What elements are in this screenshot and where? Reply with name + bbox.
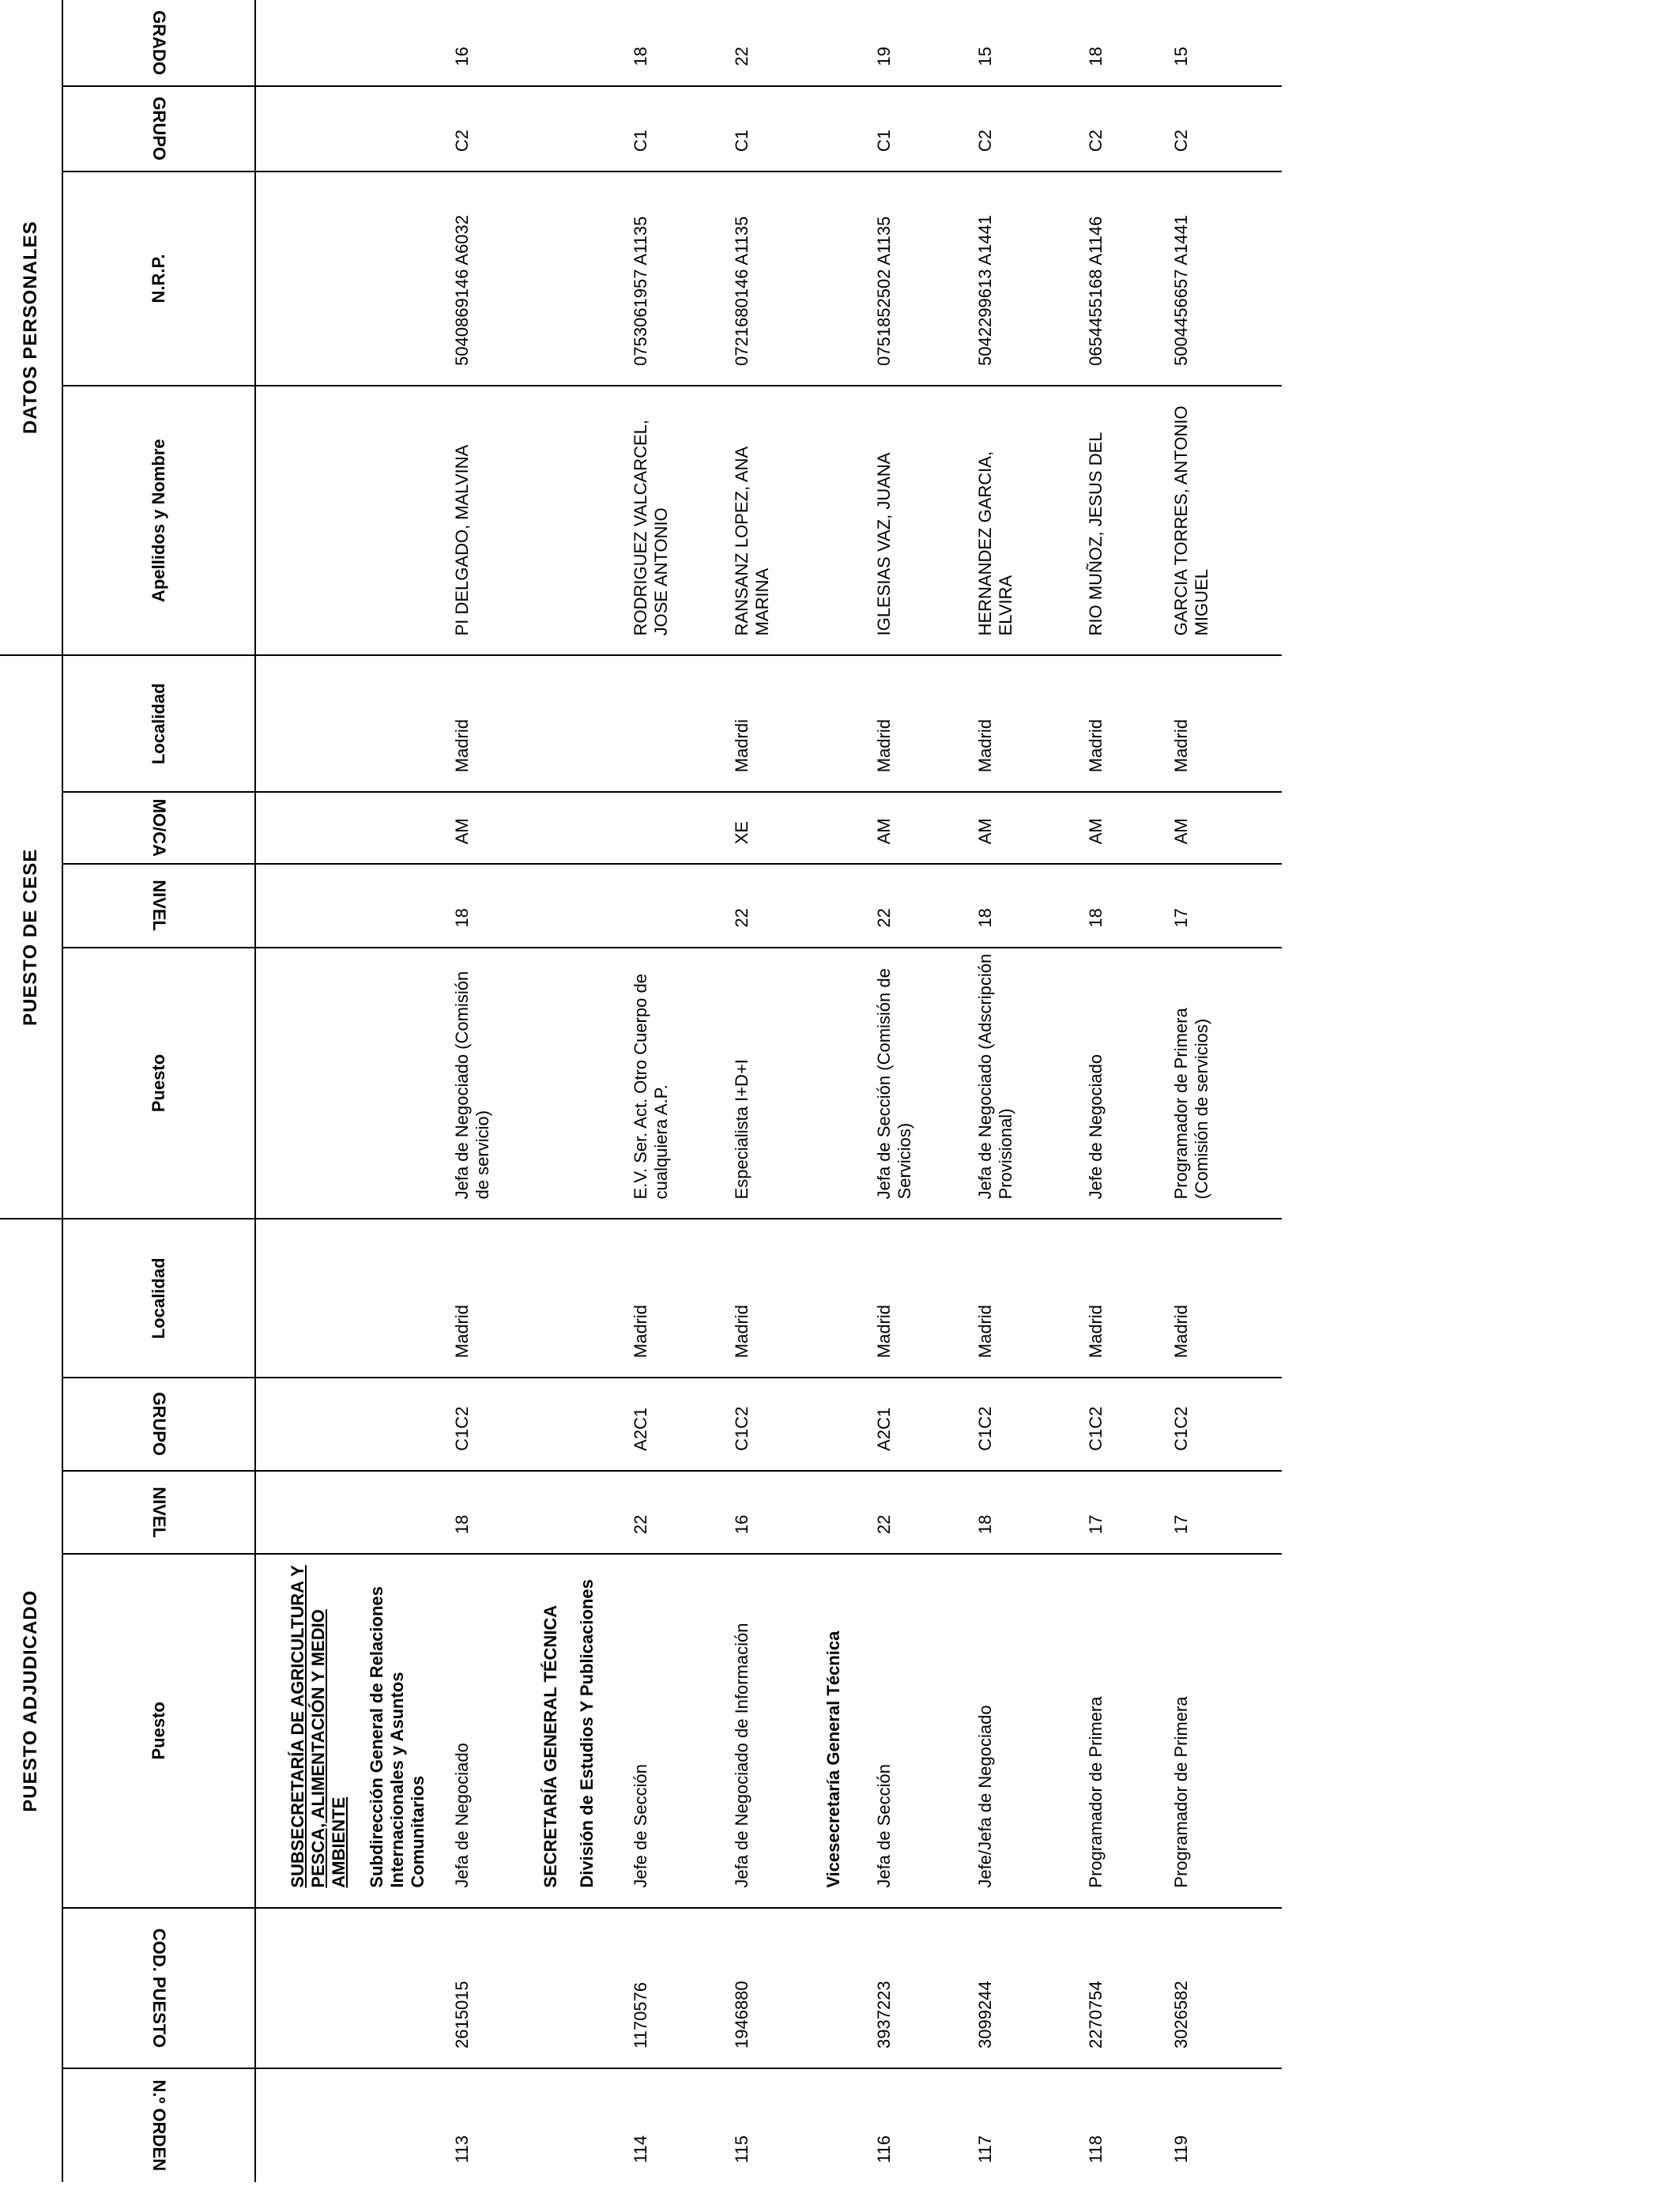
row-117-localidad: Madrid xyxy=(975,1219,1086,1378)
row-118-cese-nivel: 18 xyxy=(1086,864,1171,947)
row-116-orden: 116 xyxy=(866,2068,975,2182)
row-119-grado: 15 xyxy=(1171,47,1191,66)
row-119-localidad: Madrid xyxy=(1171,1219,1234,1378)
row-119-orden: 119 xyxy=(1171,2068,1234,2182)
row-114-grado: 18 xyxy=(631,47,650,66)
row-116-grupo2: C1 xyxy=(866,86,975,172)
row-118-cese-localidad: Madrid xyxy=(1086,655,1171,792)
row-117-grupo: C1C2 xyxy=(975,1378,1086,1471)
row-119-cese-puesto: Programador de Primera (Comisión de servicios) xyxy=(1171,948,1234,1220)
row-113-localidad: Madrid xyxy=(428,1219,525,1378)
header-cese-puesto: Puesto xyxy=(62,948,255,1220)
row-118-cese-puesto: Jefe de Negociado xyxy=(1086,948,1171,1220)
row-118-grupo: C1C2 xyxy=(1086,1378,1171,1471)
header-cese-nivel: NIVEL xyxy=(62,864,255,947)
row-119-cod: 3026582 xyxy=(1171,1908,1234,2068)
row-113-cese-puesto: Jefa de Negociado (Comisión de servicio) xyxy=(428,948,525,1220)
row-113-grupo2: C2 xyxy=(428,86,525,172)
row-113-orden: 113 xyxy=(428,2068,525,2182)
row-116-grupo: A2C1 xyxy=(866,1378,975,1471)
row-118-cod: 2270754 xyxy=(1086,1908,1171,2068)
section-subdireccion: Subdirección General de Relaciones Internacionales y Asuntos Comunitarios xyxy=(349,1554,428,1907)
header-nivel: NIVEL xyxy=(62,1471,255,1554)
row-119-nivel: 17 xyxy=(1171,1471,1234,1554)
row-114-puesto: Jefe de Sección xyxy=(610,1554,732,1907)
row-114-cese-localidad xyxy=(610,655,732,792)
header-grupo2: GRUPO xyxy=(62,86,255,172)
row-115-nivel: 16 xyxy=(732,1471,819,1554)
row-117-nivel: 18 xyxy=(975,1471,1086,1554)
row-115-localidad: Madrid xyxy=(732,1219,819,1378)
row-117-cod: 3099244 xyxy=(975,1908,1086,2068)
row-116-nivel: 22 xyxy=(866,1471,975,1554)
row-119-cese-nivel: 17 xyxy=(1171,864,1234,947)
row-114-cod: 1170576 xyxy=(610,1908,732,2068)
row-116-grado: 19 xyxy=(874,47,894,66)
row-117-orden: 117 xyxy=(975,2068,1086,2182)
group-personales: DATOS PERSONALES xyxy=(0,0,62,655)
row-115-cese-puesto: Especialista I+D+I xyxy=(732,948,819,1220)
row-115-nombre: RANSANZ LOPEZ, ANA MARINA xyxy=(732,386,819,656)
row-115-grado: 22 xyxy=(732,47,751,66)
row-117-grupo2: C2 xyxy=(975,86,1086,172)
row-118-grado: 18 xyxy=(1086,47,1106,66)
row-115-cod: 1946880 xyxy=(732,1908,819,2068)
row-119-nrp: 5004456657 A1441 xyxy=(1171,172,1234,386)
row-117-grado: 15 xyxy=(975,47,995,66)
row-117-puesto: Jefe/Jefa de Negociado xyxy=(975,1554,1086,1907)
row-115-mo-ca: XE xyxy=(732,792,819,864)
header-apellidos: Apellidos y Nombre xyxy=(62,386,255,656)
section-subsecretaria: SUBSECRETARÍA DE AGRICULTURA Y PESCA, ALIMENTACIÓN Y MEDIO AMBIENTE xyxy=(255,1554,349,1907)
row-114-nivel: 22 xyxy=(610,1471,732,1554)
row-116-puesto: Jefa de Sección xyxy=(866,1554,975,1907)
row-113-nombre: PI DELGADO, MALVINA xyxy=(428,386,525,656)
row-116-nrp: 0751852502 A1135 xyxy=(866,172,975,386)
row-115-orden: 115 xyxy=(732,2068,819,2182)
row-114-nombre: RODRIGUEZ VALCARCEL, JOSE ANTONIO xyxy=(610,386,732,656)
row-115-puesto: Jefa de Negociado de Información xyxy=(732,1554,819,1907)
header-orden: N.º ORDEN xyxy=(62,2068,255,2182)
row-119-nombre: GARCIA TORRES, ANTONIO MIGUEL xyxy=(1171,386,1234,656)
header-cod: COD. PUESTO xyxy=(62,1908,255,2068)
row-116-cese-nivel: 22 xyxy=(866,864,975,947)
row-117-nombre: HERNANDEZ GARCIA, ELVIRA xyxy=(975,386,1086,656)
row-114-grupo2: C1 xyxy=(610,86,732,172)
row-118-nivel: 17 xyxy=(1086,1471,1171,1554)
header-localidad: Localidad xyxy=(62,1219,255,1378)
header-cese-localidad: Localidad xyxy=(62,655,255,792)
group-adjudicado: PUESTO ADJUDICADO xyxy=(0,1219,62,2182)
header-grado: GRADO xyxy=(62,0,255,86)
row-114-grupo: A2C1 xyxy=(610,1378,732,1471)
row-117-cese-localidad: Madrid xyxy=(975,655,1086,792)
row-117-cese-nivel: 18 xyxy=(975,864,1086,947)
row-113-grado: 16 xyxy=(452,47,472,66)
header-mo-ca: MO/CA xyxy=(62,792,255,864)
row-119-mo-ca: AM xyxy=(1171,792,1234,864)
row-116-localidad: Madrid xyxy=(866,1219,975,1378)
row-113-cese-nivel: 18 xyxy=(428,864,525,947)
row-118-nrp: 0654455168 A1146 xyxy=(1086,172,1171,386)
row-114-cese-puesto: E.V. Ser. Act. Otro Cuerpo de cualquiera A.P. xyxy=(610,948,732,1220)
section-vicesecretaria: Vicesecretaría General Técnica xyxy=(819,1554,866,1907)
row-118-grupo2: C2 xyxy=(1086,86,1171,172)
section-division-estudios: División de Estudios Y Publicaciones xyxy=(566,1554,610,1907)
row-113-nrp: 5040869146 A6032 xyxy=(428,172,525,386)
row-113-cese-localidad: Madrid xyxy=(428,655,525,792)
row-115-nrp: 0721680146 A1135 xyxy=(732,172,819,386)
row-118-localidad: Madrid xyxy=(1086,1219,1171,1378)
row-118-puesto: Programador de Primera xyxy=(1086,1554,1171,1907)
row-116-cese-puesto: Jefa de Sección (Comisión de Servicios) xyxy=(866,948,975,1220)
row-115-cese-localidad: Madrdi xyxy=(732,655,819,792)
row-119-cese-localidad: Madrid xyxy=(1171,655,1234,792)
row-115-grupo: C1C2 xyxy=(732,1378,819,1471)
header-grupo: GRUPO xyxy=(62,1378,255,1471)
row-114-nrp: 0753061957 A1135 xyxy=(610,172,732,386)
row-114-localidad: Madrid xyxy=(610,1219,732,1378)
row-117-cese-puesto: Jefa de Negociado (Adscripción Provisional) xyxy=(975,948,1086,1220)
row-116-mo-ca: AM xyxy=(866,792,975,864)
row-116-nombre: IGLESIAS VAZ, JUANA xyxy=(866,386,975,656)
row-117-nrp: 5042299613 A1441 xyxy=(975,172,1086,386)
row-114-orden: 114 xyxy=(610,2068,732,2182)
row-118-orden: 118 xyxy=(1086,2068,1171,2182)
section-secretaria-general: SECRETARÍA GENERAL TÉCNICA xyxy=(525,1554,566,1907)
row-113-grupo: C1C2 xyxy=(428,1378,525,1471)
row-119-grupo2: C2 xyxy=(1171,86,1234,172)
row-117-mo-ca: AM xyxy=(975,792,1086,864)
row-114-cese-nivel xyxy=(610,864,732,947)
row-119-grupo: C1C2 xyxy=(1171,1378,1234,1471)
row-116-cod: 3937223 xyxy=(866,1908,975,2068)
row-115-cese-nivel: 22 xyxy=(732,864,819,947)
row-113-puesto: Jefa de Negociado xyxy=(428,1554,525,1907)
row-113-cod: 2615015 xyxy=(428,1908,525,2068)
row-114-mo-ca xyxy=(610,792,732,864)
row-116-cese-localidad: Madrid xyxy=(866,655,975,792)
header-puesto: Puesto xyxy=(62,1554,255,1907)
header-nrp: N.R.P. xyxy=(62,172,255,386)
row-113-mo-ca: AM xyxy=(428,792,525,864)
row-113-nivel: 18 xyxy=(428,1471,525,1554)
group-cese: PUESTO DE CESE xyxy=(0,655,62,1219)
row-118-mo-ca: AM xyxy=(1086,792,1171,864)
row-115-grupo2: C1 xyxy=(732,86,819,172)
row-118-nombre: RIO MUÑOZ, JESUS DEL xyxy=(1086,386,1171,656)
row-119-puesto: Programador de Primera xyxy=(1171,1554,1234,1907)
